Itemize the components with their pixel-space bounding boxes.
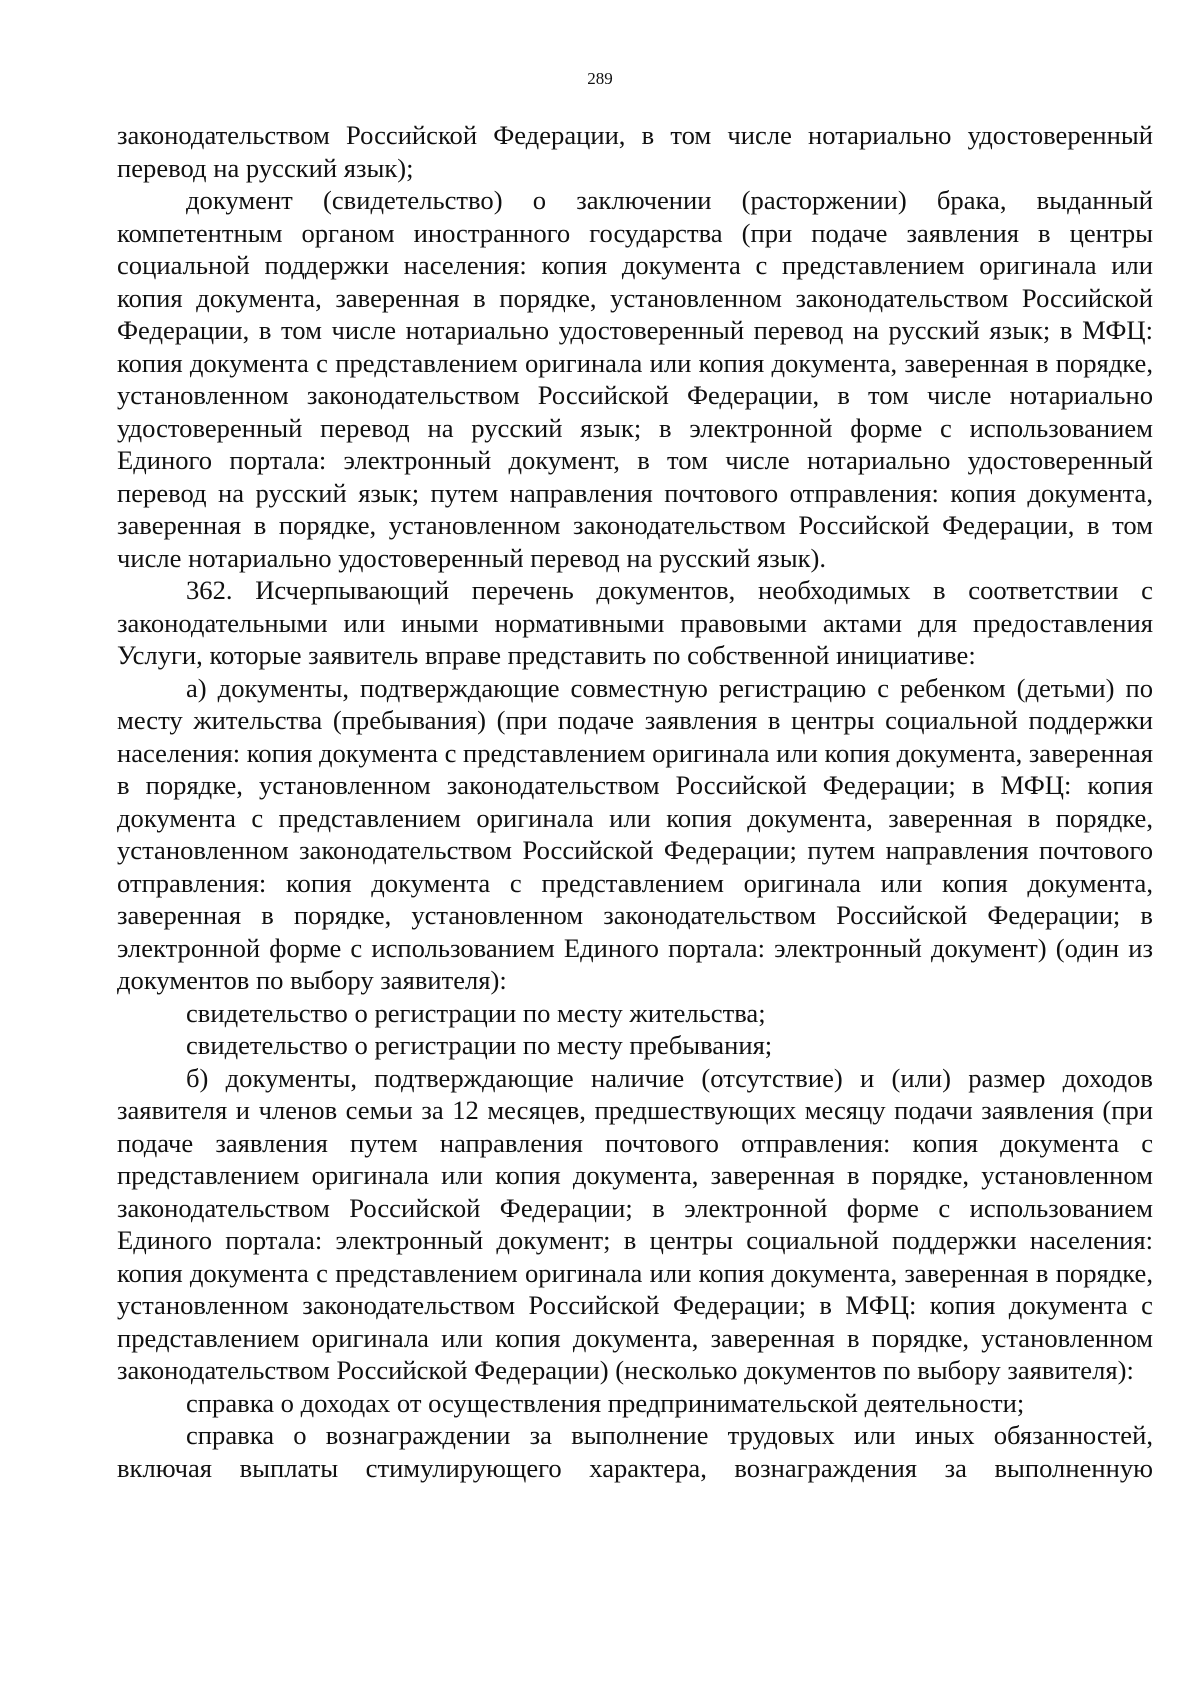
paragraph-4: а) документы, подтверждающие совместную регистрацию с ребенком (детьми) по месту жительства (пребывания) (при подаче заявления в центры социальной поддержки населения: копия документа с представлением оригинала или копия документа, заверенная в порядке, установленном законодательством Российской Федерации; в МФЦ: копия документа с представлением оригинала или копия документа, заверенная в порядке, установленном законодательством Российской Федерации; путем направления почтового отправления: копия документа с представлением оригинала или копия документа, заверенная в порядке, установленном законодательством Российской Федерации; в электронной форме с использованием Единого портала: электронный документ) (один из документов по выбору заявителя): <box>117 672 1153 995</box>
paragraph-9: справка о вознаграждении за выполнение трудовых или иных обязанностей, включая выплаты стимулирующего характера, вознаграждения за выполненную <box>117 1420 1153 1483</box>
paragraph-7: б) документы, подтверждающие наличие (отсутствие) и (или) размер доходов заявителя и членов семьи за 12 месяцев, предшествующих месяцу подачи заявления (при подаче заявления путем направления почтового отправления: копия документа с представлением оригинала или копия документа, заверенная в порядке, установленном законодательством Российской Федерации; в электронной форме с использованием Единого портала: электронный документ; в центры социальной поддержки населения: копия документа с представлением оригинала или копия документа, заверенная в порядке, установленном законодательством Российской Федерации; в МФЦ: копия документа с представлением оригинала или копия документа, заверенная в порядке, установленном законодательством Российской Федерации) (несколько документов по выбору заявителя): <box>117 1062 1153 1385</box>
paragraph-3: 362. Исчерпывающий перечень документов, необходимых в соответствии с законодательными или иными нормативными правовыми актами для предоставления Услуги, которые заявитель вправе представить по собственной инициативе: <box>117 575 1153 670</box>
paragraph-8: справка о доходах от осуществления предпринимательской деятельности; <box>186 1387 1025 1418</box>
page-number: 289 <box>587 69 613 88</box>
paragraph-5: свидетельство о регистрации по месту жительства; <box>186 997 766 1028</box>
paragraph-2: документ (свидетельство) о заключении (расторжении) брака, выданный компетентным органом иностранного государства (при подаче заявления в центры социальной поддержки населения: копия документа с представлением оригинала или копия документа, заверенная в порядке, установленном законодательством Российской Федерации, в том числе нотариально удостоверенный перевод на русский язык; в МФЦ: копия документа с представлением оригинала или копия документа, заверенная в порядке, установленном законодательством Российской Федерации, в том числе нотариально удостоверенный перевод на русский язык; в электронной форме с использованием Единого портала: электронный документ, в том числе нотариально удостоверенный перевод на русский язык; путем направления почтового отправления: копия документа, заверенная в порядке, установленном законодательством Российской Федерации, в том числе нотариально удостоверенный перевод на русский язык). <box>117 185 1153 573</box>
document-body <box>117 119 1153 1484</box>
paragraph-1: законодательством Российской Федерации, в том числе нотариально удостоверенный перевод на русский язык); <box>117 120 1153 183</box>
paragraph-6: свидетельство о регистрации по месту пребывания; <box>186 1030 773 1060</box>
